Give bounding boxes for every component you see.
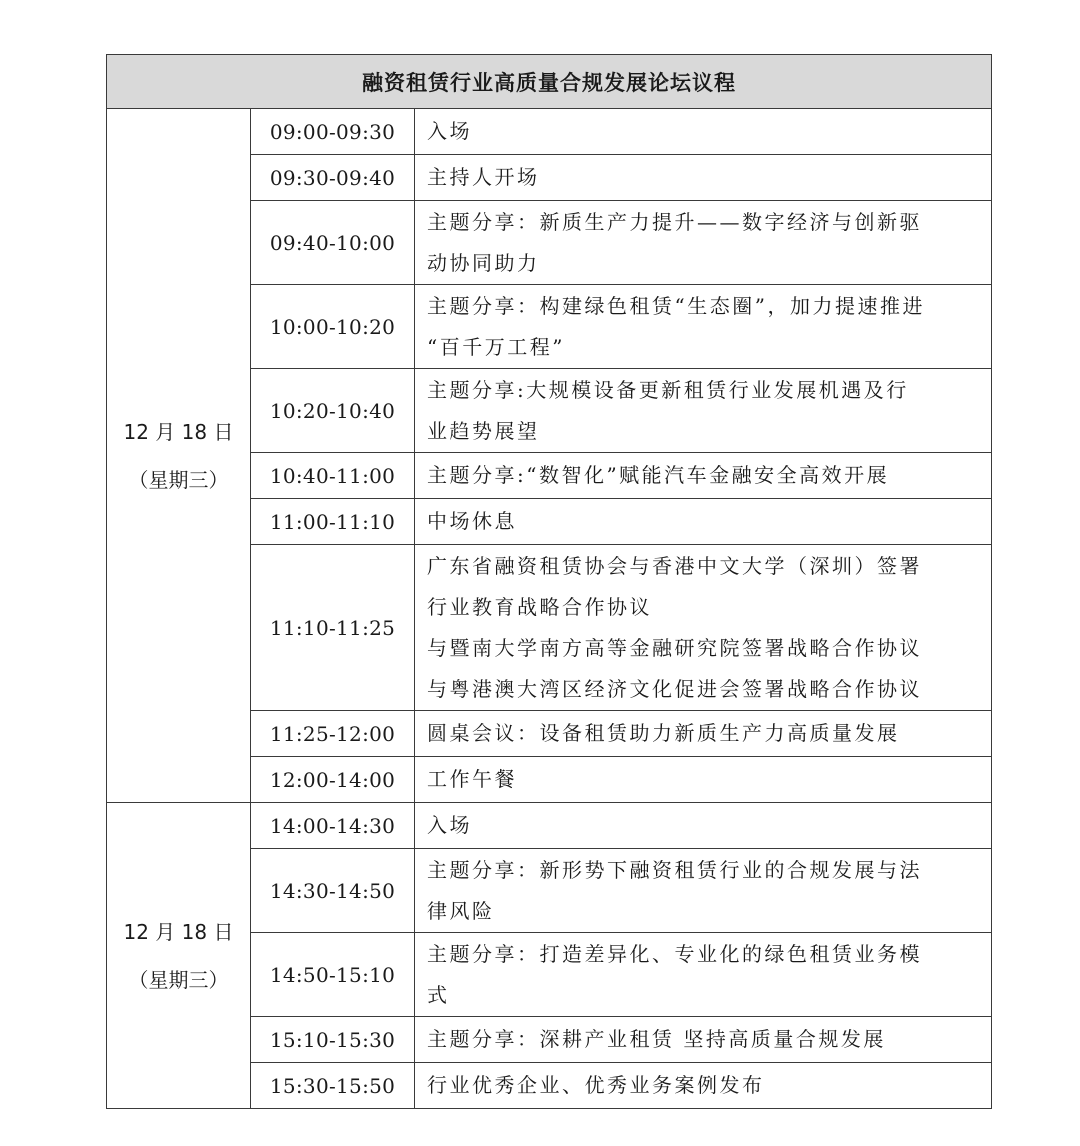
agenda-item-line: 入场 bbox=[427, 119, 472, 143]
agenda-item bbox=[415, 849, 992, 933]
agenda-row bbox=[107, 803, 992, 849]
agenda-item bbox=[415, 285, 992, 369]
agenda-item bbox=[415, 545, 992, 711]
agenda-item-line: 主题分享：深耕产业租赁 坚持高质量合规发展 bbox=[427, 1027, 886, 1051]
agenda-item-line: 主题分享：新形势下融资租赁行业的合规发展与法 bbox=[427, 857, 922, 882]
agenda-item-line: 行业优秀企业、优秀业务案例发布 bbox=[427, 1073, 765, 1097]
agenda-item bbox=[415, 711, 992, 757]
agenda-item bbox=[415, 453, 992, 499]
agenda-item bbox=[415, 933, 992, 1017]
agenda-item-line: 式 bbox=[427, 982, 450, 1007]
agenda-item-line: 圆桌会议：设备租赁助力新质生产力高质量发展 bbox=[427, 721, 900, 745]
time-slot: 15:30-15:50 bbox=[251, 1063, 415, 1109]
time-slot: 10:40-11:00 bbox=[251, 453, 415, 499]
time-slot: 10:00-10:20 bbox=[251, 285, 415, 369]
session-date-cell bbox=[107, 109, 251, 803]
agenda-item bbox=[415, 1017, 992, 1063]
time-slot: 14:50-15:10 bbox=[251, 933, 415, 1017]
agenda-item bbox=[415, 1063, 992, 1109]
agenda-body bbox=[107, 109, 992, 1109]
time-slot: 09:40-10:00 bbox=[251, 201, 415, 285]
agenda-item bbox=[415, 109, 992, 155]
time-slot: 14:30-14:50 bbox=[251, 849, 415, 933]
agenda-item-line: 行业教育战略合作协议 bbox=[427, 594, 652, 619]
time-slot: 12:00-14:00 bbox=[251, 757, 415, 803]
agenda-item bbox=[415, 803, 992, 849]
time-slot: 09:30-09:40 bbox=[251, 155, 415, 201]
agenda-item-line: 主题分享：打造差异化、专业化的绿色租赁业务模 bbox=[427, 941, 922, 966]
agenda-item-line: “百千万工程” bbox=[427, 334, 565, 359]
agenda-item bbox=[415, 369, 992, 453]
agenda-title: 融资租赁行业高质量合规发展论坛议程 bbox=[107, 55, 992, 109]
session-date-cell bbox=[107, 803, 251, 1109]
agenda-item bbox=[415, 499, 992, 545]
agenda-item bbox=[415, 757, 992, 803]
time-slot: 09:00-09:30 bbox=[251, 109, 415, 155]
time-slot: 15:10-15:30 bbox=[251, 1017, 415, 1063]
time-slot: 14:00-14:30 bbox=[251, 803, 415, 849]
agenda-item bbox=[415, 155, 992, 201]
time-slot: 10:20-10:40 bbox=[251, 369, 415, 453]
agenda-item-line: 主题分享:大规模设备更新租赁行业发展机遇及行 bbox=[427, 377, 909, 402]
agenda-item-line: 律风险 bbox=[427, 898, 495, 923]
time-slot: 11:00-11:10 bbox=[251, 499, 415, 545]
agenda-item-line: 主题分享:“数智化”赋能汽车金融安全高效开展 bbox=[427, 463, 890, 487]
agenda-item bbox=[415, 201, 992, 285]
agenda-item-line: 工作午餐 bbox=[427, 767, 517, 791]
agenda-item-line: 中场休息 bbox=[427, 509, 517, 533]
session-date: 12 月 18 日 bbox=[123, 919, 234, 944]
agenda-item-line: 入场 bbox=[427, 813, 472, 837]
agenda-item-line: 动协同助力 bbox=[427, 250, 540, 275]
agenda-row bbox=[107, 109, 992, 155]
agenda-item-line: 与粤港澳大湾区经济文化促进会签署战略合作协议 bbox=[427, 676, 922, 701]
agenda-item-line: 广东省融资租赁协会与香港中文大学（深圳）签署 bbox=[427, 553, 922, 578]
title-row bbox=[107, 55, 992, 109]
agenda-item-line: 主持人开场 bbox=[427, 165, 540, 189]
session-weekday: （星期三） bbox=[128, 967, 229, 992]
session-weekday: （星期三） bbox=[128, 467, 229, 492]
agenda-item-line: 业趋势展望 bbox=[427, 418, 540, 443]
agenda-table bbox=[106, 54, 992, 1109]
agenda-item-line: 主题分享：构建绿色租赁“生态圈”，加力提速推进 bbox=[427, 293, 925, 318]
agenda-item-line: 与暨南大学南方高等金融研究院签署战略合作协议 bbox=[427, 635, 922, 660]
time-slot: 11:10-11:25 bbox=[251, 545, 415, 711]
session-date: 12 月 18 日 bbox=[123, 419, 234, 444]
agenda-item-line: 主题分享：新质生产力提升——数字经济与创新驱 bbox=[427, 209, 922, 234]
time-slot: 11:25-12:00 bbox=[251, 711, 415, 757]
